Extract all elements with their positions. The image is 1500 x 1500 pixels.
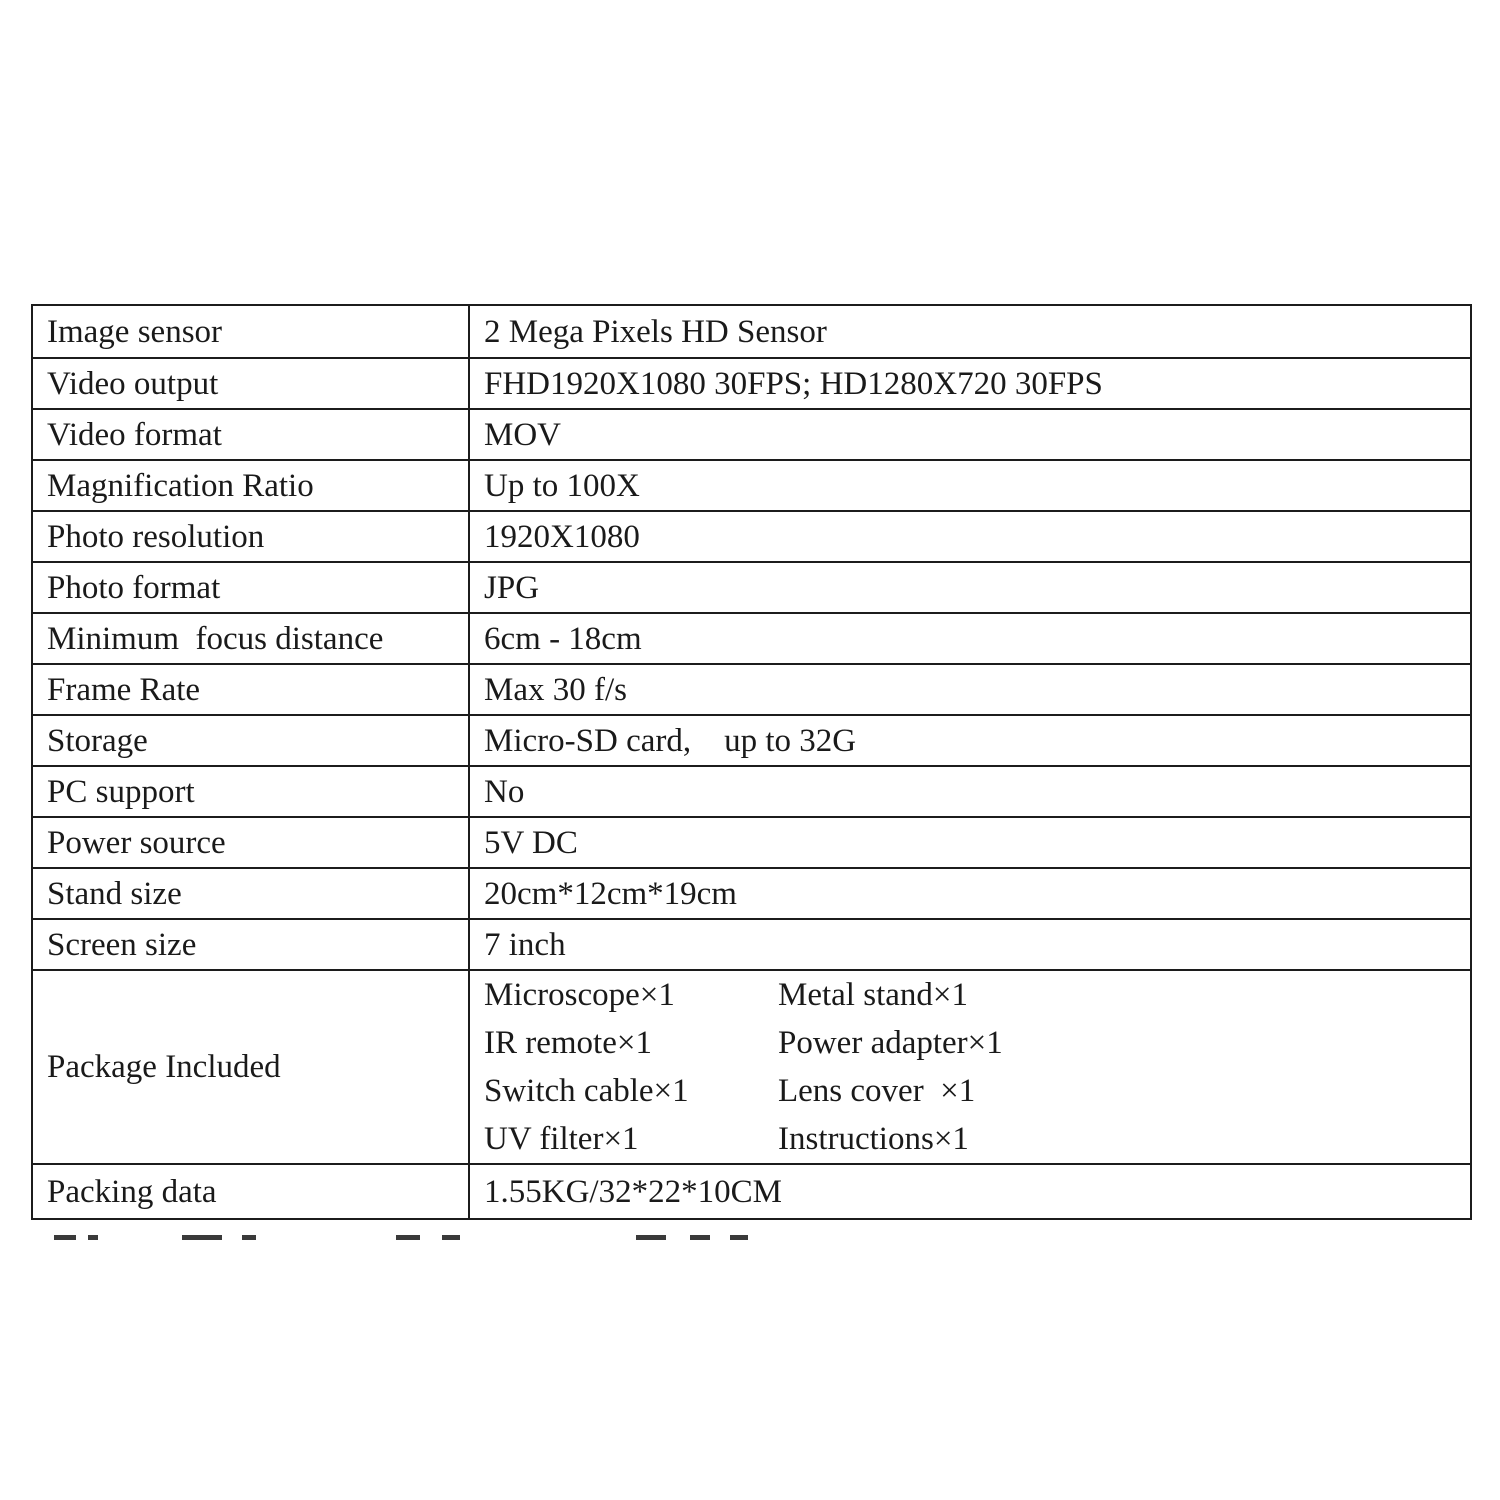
package-item: Microscope×1	[484, 977, 675, 1013]
spec-label: Power source	[32, 817, 469, 868]
packing-value: 1.55KG/32*22*10CM	[469, 1164, 1471, 1219]
spec-label: Screen size	[32, 919, 469, 970]
spec-label: Image sensor	[32, 305, 469, 358]
package-item: Switch cable×1	[484, 1073, 689, 1109]
package-item: Lens cover ×1	[778, 1073, 976, 1109]
package-row	[32, 970, 1471, 1164]
spec-label: Minimum focus distance	[32, 613, 469, 664]
spec-value: No	[469, 766, 1471, 817]
package-item: Power adapter×1	[778, 1025, 1003, 1061]
spec-row	[32, 715, 1471, 766]
spec-label: PC support	[32, 766, 469, 817]
spec-value: MOV	[469, 409, 1471, 460]
spec-label: Magnification Ratio	[32, 460, 469, 511]
package-item: Metal stand×1	[778, 977, 968, 1013]
spec-row	[32, 409, 1471, 460]
spec-row	[32, 919, 1471, 970]
package-item: UV filter×1	[484, 1121, 639, 1157]
spec-row	[32, 766, 1471, 817]
spec-row	[32, 511, 1471, 562]
spec-row	[32, 562, 1471, 613]
spec-value: 20cm*12cm*19cm	[469, 868, 1471, 919]
package-item: IR remote×1	[484, 1025, 652, 1061]
package-item: Instructions×1	[778, 1121, 969, 1157]
spec-row	[32, 305, 1471, 358]
spec-label: Video format	[32, 409, 469, 460]
spec-row	[32, 613, 1471, 664]
spec-row	[32, 1164, 1471, 1219]
spec-table	[31, 304, 1472, 1220]
package-items	[484, 975, 1470, 1159]
spec-row	[32, 358, 1471, 409]
spec-value: FHD1920X1080 30FPS; HD1280X720 30FPS	[469, 358, 1471, 409]
spec-label: Photo format	[32, 562, 469, 613]
spec-value: JPG	[469, 562, 1471, 613]
cropped-text-remnant	[40, 1234, 800, 1242]
spec-label: Video output	[32, 358, 469, 409]
packing-label: Packing data	[32, 1164, 469, 1219]
spec-value: 7 inch	[469, 919, 1471, 970]
spec-row	[32, 868, 1471, 919]
spec-value: 5V DC	[469, 817, 1471, 868]
spec-label: Storage	[32, 715, 469, 766]
spec-label: Photo resolution	[32, 511, 469, 562]
spec-value: 1920X1080	[469, 511, 1471, 562]
spec-value: Max 30 f/s	[469, 664, 1471, 715]
spec-value: Micro-SD card, up to 32G	[469, 715, 1471, 766]
spec-value: Up to 100X	[469, 460, 1471, 511]
spec-label: Frame Rate	[32, 664, 469, 715]
spec-row	[32, 664, 1471, 715]
spec-row	[32, 460, 1471, 511]
package-value	[469, 970, 1471, 1164]
spec-value: 2 Mega Pixels HD Sensor	[469, 305, 1471, 358]
package-label: Package Included	[32, 970, 469, 1164]
spec-value: 6cm - 18cm	[469, 613, 1471, 664]
spec-row	[32, 817, 1471, 868]
spec-label: Stand size	[32, 868, 469, 919]
